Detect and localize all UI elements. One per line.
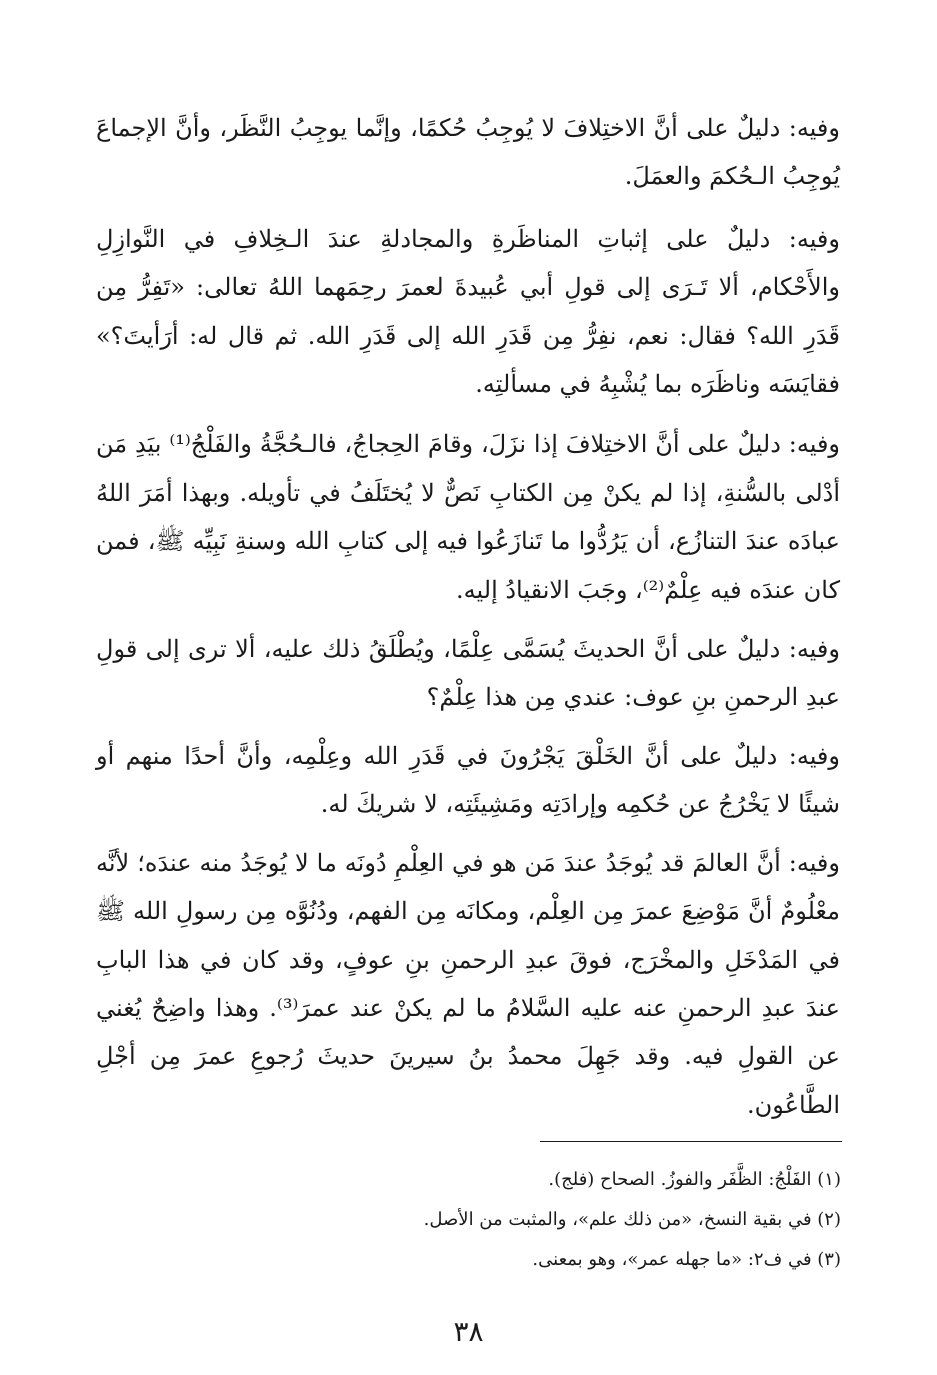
paragraph-4: وفيه: دليلٌ على أنَّ الحديثَ يُسَمَّى عِلْمًا، ويُطْلَقُ ذلك عليه، ألا ترى إلى قولِ عبدِ الرحمنِ بنِ عوف: عندي مِن هذا عِلْمٌ؟: [96, 635, 840, 712]
footnote-3: (٣) في ف٢: «ما جهله عمر»، وهو بمعنى.: [532, 1249, 841, 1270]
paragraph-3: وفيه: دليلٌ على أنَّ الاختِلافَ إذا نزَلَ، وقامَ الحِجاجُ، فالـحُجَّةُ والفَلْجُ⁽¹⁾ بيَدِ مَن أدْلى بالسُّنةِ، إذا لم يكنْ مِن الكتابِ نَصٌّ لا يُختَلَفُ في تأويله. وبهذا أمَرَ اللهُ عبادَه عندَ التنازُع، أن يَرُدُّوا ما تَنازَعُوا فيه إلى كتابِ الله وسنةِ نَبِيِّه ﷺ، فمن كان عندَه فيه عِلْمٌ⁽²⁾، وجَبَ الانقيادُ إليه.: [96, 430, 841, 604]
footnote-1: (١) الفَلْجُ: الظَّفَر والفوزُ. الصحاح (فلج).: [548, 1169, 841, 1190]
paragraph-1: وفيه: دليلٌ على أنَّ الاختِلافَ لا يُوجِبُ حُكمًا، وإنَّما يوجِبُ النَّظَر، وأنَّ الإجماعَ يُوجِبُ الـحُكمَ والعمَلَ.: [96, 114, 840, 191]
main-text: [96, 104, 840, 1129]
paragraph-6: وفيه: أنَّ العالمَ قد يُوجَدُ عندَ مَن هو في العِلْمِ دُونَه ما لا يُوجَدُ منه عندَه؛ لأنَّه معْلُومٌ أنَّ مَوْضِعَ عمرَ مِن العِلْم، ومكانَه مِن الفهم، ودُنُوَّه مِن رسولِ الله ﷺ في المَدْخَلِ والمخْرَج، فوقَ عبدِ الرحمنِ بنِ عوفٍ، وقد كان في هذا البابِ عندَ عبدِ الرحمنِ عنه عليه السَّلامُ ما لم يكنْ عند عمرَ⁽³⁾. وهذا واضِحٌ يُغني عن القولِ فيه. وقد جَهِلَ محمدُ بنُ سيرينَ حديثَ رُجوعِ عمرَ مِن أجْلِ الطَّاعُون.: [96, 848, 840, 1119]
page-number: ٣٨: [453, 1315, 484, 1348]
paragraph-5: وفيه: دليلٌ على أنَّ الخَلْقَ يَجْرُونَ في قَدَرِ الله وعِلْمِه، وأنَّ أحدًا منهم أو شيئًا لا يَخْرُجُ عن حُكمِه وإرادَتِه ومَشِيئَتِه، لا شريكَ له.: [96, 741, 840, 819]
footnote-2: (٢) في بقية النسخ، «من ذلك علم»، والمثبت من الأصل.: [423, 1209, 841, 1230]
footnotes: [96, 1160, 841, 1280]
footnote-divider: [540, 1141, 842, 1142]
paragraph-2: وفيه: دليلٌ على إثباتِ المناظَرةِ والمجادلةِ عندَ الـخِلافِ في النَّوازِلِ والأَحْكام، ألا تَـرَى إلى قولِ أبي عُبيدةَ لعمرَ رحِمَهما اللهُ تعالى: «تَفِرُّ مِن قَدَرِ الله؟ فقال: نعم، نفِرُّ مِن قَدَرِ الله إلى قَدَرِ الله. ثم قال له: أرَأيتَ؟» فقايَسَه وناظَرَه بما يُشْبِهُ في مسألتِه.: [96, 224, 840, 399]
